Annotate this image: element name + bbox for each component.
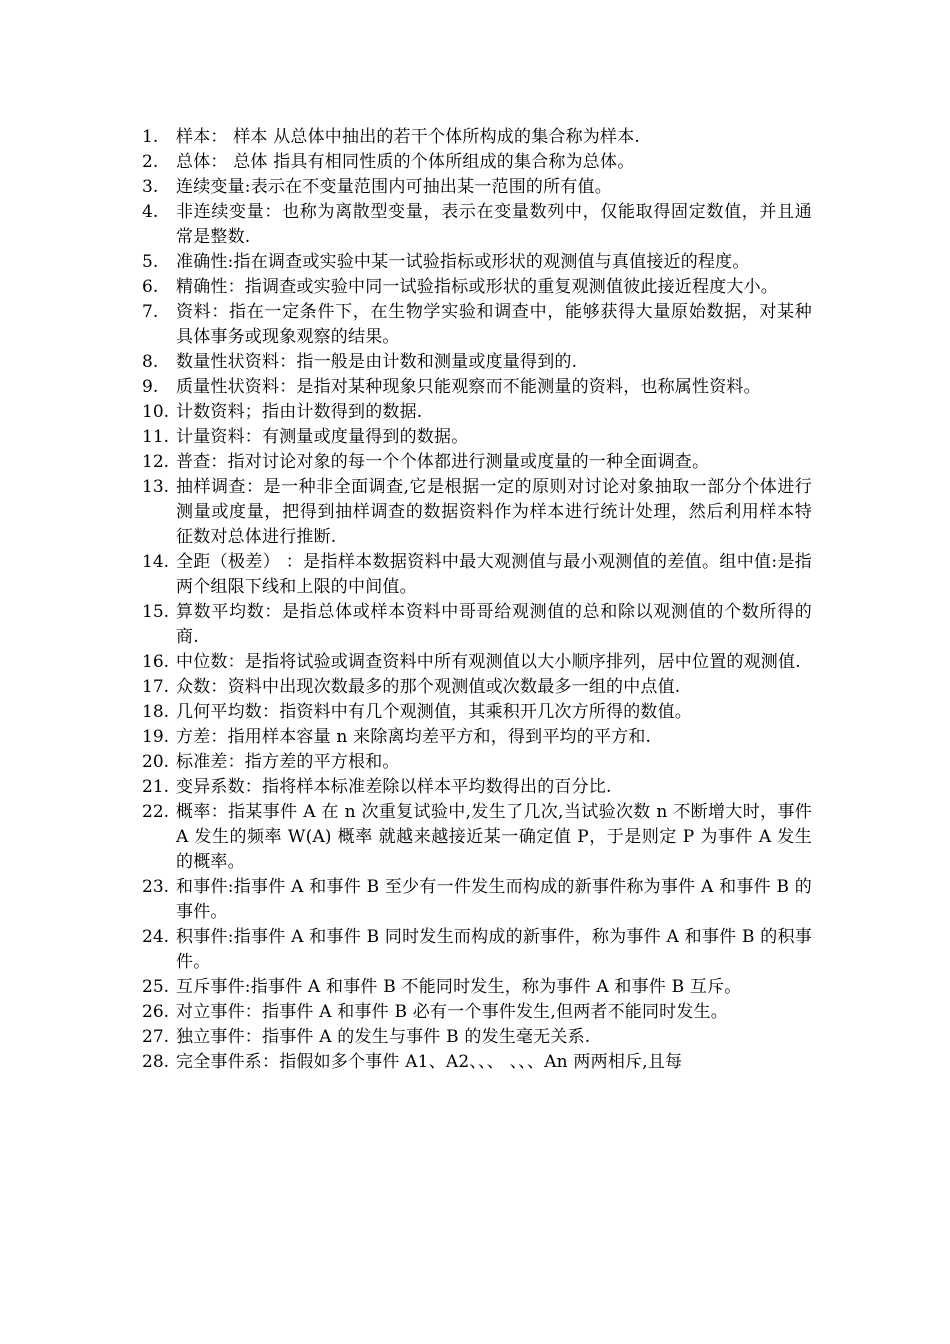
item-text: 连续变量:表示在不变量范围内可抽出某一范围的所有值。 <box>176 177 612 197</box>
item-text: 对立事件：指事件 A 和事件 B 必有一个事件发生,但两者不能同时发生。 <box>176 1002 728 1022</box>
list-item <box>142 375 812 400</box>
item-number: 6. <box>142 277 159 297</box>
list-item <box>142 300 812 350</box>
item-number: 14. <box>142 552 170 572</box>
item-number: 23. <box>142 877 170 897</box>
item-number: 17. <box>142 677 170 697</box>
item-number: 5. <box>142 252 159 272</box>
item-number: 16. <box>142 652 170 672</box>
item-text: 中位数：是指将试验或调查资料中所有观测值以大小顺序排列，居中位置的观测值. <box>176 652 801 672</box>
list-item <box>142 150 812 175</box>
item-number: 7. <box>142 302 159 322</box>
item-text: 质量性状资料：是指对某种现象只能观察而不能测量的资料，也称属性资料。 <box>176 377 761 397</box>
item-text: 标准差：指方差的平方根和。 <box>176 752 400 772</box>
list-item <box>142 775 812 800</box>
item-number: 28. <box>142 1052 170 1072</box>
item-number: 18. <box>142 702 170 722</box>
item-number: 15. <box>142 602 170 622</box>
item-text: 互斥事件:指事件 A 和事件 B 不能同时发生，称为事件 A 和事件 B 互斥。 <box>176 977 742 997</box>
item-number: 9. <box>142 377 159 397</box>
item-text: 全距（极差） ：是指样本数据资料中最大观测值与最小观测值的差值。组中值:是指两个组限下线和上限的中间值。 <box>176 552 812 597</box>
item-text: 变异系数：指将样本标准差除以样本平均数得出的百分比. <box>176 777 612 797</box>
item-number: 22. <box>142 802 170 822</box>
item-number: 8. <box>142 352 159 372</box>
item-number: 1. <box>142 127 159 147</box>
item-number: 19. <box>142 727 170 747</box>
list-item <box>142 125 812 150</box>
item-number: 26. <box>142 1002 170 1022</box>
item-text: 精确性：指调查或实验中同一试验指标或形状的重复观测值彼此接近程度大小。 <box>176 277 778 297</box>
list-item <box>142 250 812 275</box>
item-number: 4. <box>142 202 159 222</box>
item-text: 样本： 样本 从总体中抽出的若干个体所构成的集合称为样本. <box>176 127 641 147</box>
list-item <box>142 600 812 650</box>
item-number: 13. <box>142 477 170 497</box>
item-number: 2. <box>142 152 159 172</box>
item-text: 非连续变量：也称为离散型变量，表示在变量数列中，仅能取得固定数值，并且通常是整数. <box>176 202 812 247</box>
list-item <box>142 1000 812 1025</box>
item-text: 众数：资料中出现次数最多的那个观测值或次数最多一组的中点值. <box>176 677 681 697</box>
list-item <box>142 200 812 250</box>
list-item <box>142 275 812 300</box>
list-item <box>142 650 812 675</box>
list-item <box>142 875 812 925</box>
item-number: 27. <box>142 1027 170 1047</box>
definition-list <box>142 125 812 1075</box>
item-text: 计数资料；指由计数得到的数据. <box>176 402 423 422</box>
item-number: 10. <box>142 402 170 422</box>
item-number: 12. <box>142 452 170 472</box>
list-item <box>142 750 812 775</box>
list-item <box>142 425 812 450</box>
list-item <box>142 925 812 975</box>
item-number: 3. <box>142 177 159 197</box>
item-text: 算数平均数：是指总体或样本资料中哥哥给观测值的总和除以观测值的个数所得的商. <box>176 602 812 647</box>
item-text: 资料：指在一定条件下，在生物学实验和调查中，能够获得大量原始数据，对某种具体事务或现象观察的结果。 <box>176 302 812 347</box>
item-number: 20. <box>142 752 170 772</box>
item-number: 24. <box>142 927 170 947</box>
item-text: 积事件:指事件 A 和事件 B 同时发生而构成的新事件，称为事件 A 和事件 B 的积事件。 <box>176 927 812 972</box>
list-item <box>142 725 812 750</box>
item-text: 概率：指某事件 A 在 n 次重复试验中,发生了几次,当试验次数 n 不断增大时，事件 A 发生的频率 W(A) 概率 就越来越接近某一确定值 P，于是则定 P 为事件 A 发生的概率。 <box>176 802 812 872</box>
list-item <box>142 475 812 550</box>
list-item <box>142 350 812 375</box>
list-item <box>142 550 812 600</box>
list-item <box>142 450 812 475</box>
item-text: 独立事件：指事件 A 的发生与事件 B 的发生毫无关系. <box>176 1027 591 1047</box>
list-item <box>142 1025 812 1050</box>
list-item <box>142 700 812 725</box>
item-text: 几何平均数：指资料中有几个观测值，其乘积开几次方所得的数值。 <box>176 702 692 722</box>
item-text: 总体： 总体 指具有相同性质的个体所组成的集合称为总体。 <box>176 152 635 172</box>
item-number: 21. <box>142 777 170 797</box>
item-number: 11. <box>142 427 170 447</box>
item-text: 普查：指对讨论对象的每一个个体都进行测量或度量的一种全面调查。 <box>176 452 710 472</box>
item-text: 和事件:指事件 A 和事件 B 至少有一件发生而构成的新事件称为事件 A 和事件 B 的事件。 <box>176 877 812 922</box>
item-text: 数量性状资料：指一般是由计数和测量或度量得到的. <box>176 352 578 372</box>
item-text: 抽样调查：是一种非全面调查,它是根据一定的原则对讨论对象抽取一部分个体进行测量或度量，把得到抽样调查的数据资料作为样本进行统计处理，然后利用样本特征数对总体进行推断. <box>176 477 812 547</box>
item-text: 完全事件系：指假如多个事件 A1、A2、、、 、、、An 两两相斥,且每 <box>176 1052 683 1072</box>
list-item <box>142 175 812 200</box>
item-text: 准确性:指在调查或实验中某一试验指标或形状的观测值与真值接近的程度。 <box>176 252 750 272</box>
list-item <box>142 1050 812 1075</box>
list-item <box>142 400 812 425</box>
item-number: 25. <box>142 977 170 997</box>
list-item <box>142 975 812 1000</box>
item-text: 计量资料：有测量或度量得到的数据。 <box>176 427 469 447</box>
list-item <box>142 800 812 875</box>
item-text: 方差：指用样本容量 n 来除离均差平方和，得到平均的平方和. <box>176 727 652 747</box>
list-item <box>142 675 812 700</box>
